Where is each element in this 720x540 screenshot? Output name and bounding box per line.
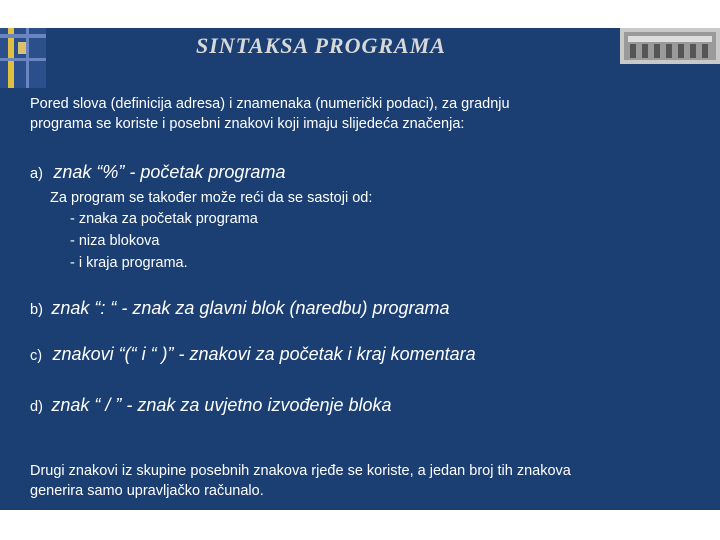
list-item: - znaka za početak programa — [70, 211, 258, 227]
item-a — [30, 162, 285, 183]
item-d-label: d) — [30, 399, 43, 415]
item-a-text: znak “%” - početak programa — [53, 162, 286, 182]
slide-title: SINTAKSA PROGRAMA — [196, 33, 446, 58]
intro-line: Pored slova (definicija adresa) i znamenaka (numerički podaci), za gradnju — [30, 96, 510, 112]
item-c — [30, 344, 476, 365]
item-c-label: c) — [30, 348, 43, 364]
item-a-list — [70, 208, 258, 274]
outro-line: Drugi znakovi iz skupine posebnih znakova rjeđe se koriste, a jedan broj tih znakova — [30, 463, 571, 479]
building-image — [620, 28, 720, 64]
item-b-label: b) — [30, 302, 43, 318]
grid-decoration — [0, 28, 46, 88]
slide — [0, 28, 720, 510]
item-c-text: znakovi “(“ i “ )” - znakovi za početak i kraj komentara — [52, 344, 476, 364]
intro-line: programa se koriste i posebni znakovi koji imaju slijedeća značenja: — [30, 116, 465, 132]
item-b-text: znak “: “ - znak za glavni blok (naredbu) programa — [51, 298, 450, 318]
item-d-text: znak “ / ” - znak za uvjetno izvođenje bloka — [51, 395, 392, 415]
item-a-note: Za program se također može reći da se sastoji od: — [50, 190, 373, 206]
list-item: - niza blokova — [70, 233, 160, 249]
list-item: - i kraja programa. — [70, 255, 188, 271]
item-d — [30, 395, 392, 416]
item-a-label: a) — [30, 166, 43, 182]
outro-paragraph — [30, 461, 571, 501]
outro-line: generira samo upravljačko računalo. — [30, 483, 264, 499]
intro-paragraph — [30, 94, 510, 134]
item-b — [30, 298, 450, 319]
